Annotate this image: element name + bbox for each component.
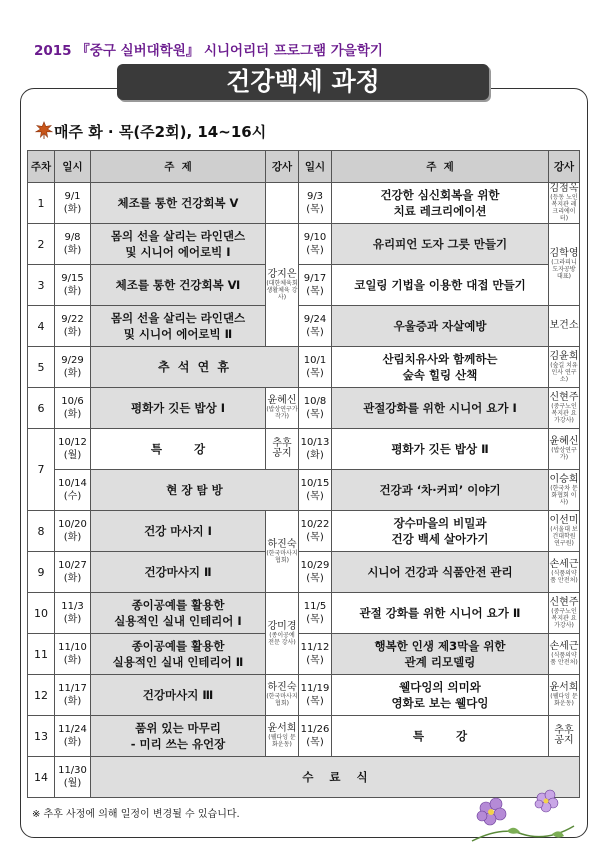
thu-subject: 건강한 심신회복을 위한 치료 레크리에이션 bbox=[332, 183, 549, 224]
col-subject: 주 제 bbox=[91, 151, 266, 183]
thu-date: 9/17 (목) bbox=[299, 265, 332, 306]
autumn-leaf-icon bbox=[35, 121, 53, 139]
tue-date: 11/3 (화) bbox=[55, 593, 91, 634]
tue-lecturer: 윤서희 (웰다잉 문화운동) bbox=[266, 716, 299, 757]
thu-subject: 시니어 건강과 식품안전 관리 bbox=[332, 552, 549, 593]
thu-subject: 산림치유사와 함께하는 숲속 힐링 산책 bbox=[332, 347, 549, 388]
mon-subject: 특 강 bbox=[91, 429, 266, 470]
tue-date: 9/15 (화) bbox=[55, 265, 91, 306]
thu-date: 11/5 (목) bbox=[299, 593, 332, 634]
col-subject-2: 주 제 bbox=[332, 151, 549, 183]
week-number: 3 bbox=[28, 265, 55, 306]
program-header bbox=[34, 39, 383, 59]
table-row bbox=[28, 429, 580, 470]
tue-subject: 체조를 통한 건강회복 Ⅵ bbox=[91, 265, 266, 306]
thu-lecturer: 김학영 (그라피니 도자공방 대표) bbox=[549, 224, 580, 306]
week-number: 10 bbox=[28, 593, 55, 634]
col-lecturer-2: 강사 bbox=[549, 151, 580, 183]
tue-lecturer: 하진숙 (한국마사지 협회) bbox=[266, 675, 299, 716]
thu-date: 9/3 (목) bbox=[299, 183, 332, 224]
course-title: 건강백세 과정 bbox=[117, 64, 489, 100]
mon-date: 11/30 (월) bbox=[55, 757, 91, 798]
thu-lecturer: 신현주 (중구노인복지관 요가강사) bbox=[549, 388, 580, 429]
tue-subject-2: 평화가 깃든 밥상 Ⅱ bbox=[332, 429, 549, 470]
table-row bbox=[28, 716, 580, 757]
thu-subject: 장수마을의 비밀과 건강 백세 살아가기 bbox=[332, 511, 549, 552]
tue-subject: 건강 마사지 Ⅰ bbox=[91, 511, 266, 552]
thu-lecturer: 이선미 (서울대 보건대학원 연구원) bbox=[549, 511, 580, 552]
program-year: 2015 bbox=[34, 43, 72, 59]
tue-date: 9/29 (화) bbox=[55, 347, 91, 388]
tue-subject: 평화가 깃든 밥상 Ⅰ bbox=[91, 388, 266, 429]
tue-subject: 건강마사지 Ⅱ bbox=[91, 552, 266, 593]
thu-subject: 특 강 bbox=[332, 716, 549, 757]
week-number: 7 bbox=[28, 429, 55, 511]
tue-date: 10/27 (화) bbox=[55, 552, 91, 593]
thu-date: 10/29 (목) bbox=[299, 552, 332, 593]
tue-subject: 체조를 통한 건강회복 Ⅴ bbox=[91, 183, 266, 224]
thu-lecturer: 김윤희 (숲길 치유 인사 연구소) bbox=[549, 347, 580, 388]
thu-date: 9/24 (목) bbox=[299, 306, 332, 347]
thu-date: 11/26 (목) bbox=[299, 716, 332, 757]
thu-date: 10/15 (목) bbox=[299, 470, 332, 511]
table-row bbox=[28, 593, 580, 634]
thu-subject: 건강과 ‘차·커피’ 이야기 bbox=[332, 470, 549, 511]
week-number: 11 bbox=[28, 634, 55, 675]
tue-subject: 건강마사지 Ⅲ bbox=[91, 675, 266, 716]
tue-date-2: 10/13 (화) bbox=[299, 429, 332, 470]
table-row bbox=[28, 511, 580, 552]
table-row bbox=[28, 675, 580, 716]
week-number: 9 bbox=[28, 552, 55, 593]
thu-date: 10/1 (목) bbox=[299, 347, 332, 388]
thu-date: 11/19 (목) bbox=[299, 675, 332, 716]
tue-lecturer: 하진숙 (한국마사지 협회) bbox=[266, 511, 299, 593]
schedule-info: 매주 화 · 목(주2회), 14~16시 bbox=[54, 123, 267, 141]
week-number: 8 bbox=[28, 511, 55, 552]
thu-lecturer: 신현주 (중구노인복지관 요가강사) bbox=[549, 593, 580, 634]
flower-decoration-icon bbox=[462, 786, 580, 846]
tue-subject: 추 석 연 휴 bbox=[91, 347, 299, 388]
tue-date: 11/17 (화) bbox=[55, 675, 91, 716]
wed-subject: 현 장 탐 방 bbox=[91, 470, 299, 511]
week-number: 13 bbox=[28, 716, 55, 757]
table-row bbox=[28, 388, 580, 429]
mon-date: 10/12 (월) bbox=[55, 429, 91, 470]
week-number: 14 bbox=[28, 757, 55, 798]
tue-date: 9/1 (화) bbox=[55, 183, 91, 224]
schedule-table bbox=[27, 150, 580, 798]
table-row bbox=[28, 347, 580, 388]
tue-subject: 몸의 선을 살리는 라인댄스 및 시니어 에어로빅 Ⅰ bbox=[91, 224, 266, 265]
col-lecturer: 강사 bbox=[266, 151, 299, 183]
tue-lecturer: 강지은 (대한체육회 생활체육 강사) bbox=[266, 224, 299, 347]
thu-subject: 웰다잉의 의미와 영화로 보는 웰다잉 bbox=[332, 675, 549, 716]
week-number: 4 bbox=[28, 306, 55, 347]
thu-subject: 코일링 기법을 이용한 대접 만들기 bbox=[332, 265, 549, 306]
tue-date: 10/6 (화) bbox=[55, 388, 91, 429]
tue-lecturer-2: 윤혜신 (밥상연구가) bbox=[549, 429, 580, 470]
thu-lecturer: 추후 공지 bbox=[549, 716, 580, 757]
thu-subject: 관절강화를 위한 시니어 요가 Ⅰ bbox=[332, 388, 549, 429]
table-row bbox=[28, 634, 580, 675]
table-row bbox=[28, 470, 580, 511]
table-header-row bbox=[28, 151, 580, 183]
week-number: 6 bbox=[28, 388, 55, 429]
tue-lecturer bbox=[266, 183, 299, 224]
program-name: 『중구 실버대학원』 시니어리더 프로그램 가을학기 bbox=[76, 43, 383, 59]
col-date: 일시 bbox=[55, 151, 91, 183]
table-row bbox=[28, 306, 580, 347]
tue-date: 10/20 (화) bbox=[55, 511, 91, 552]
tue-lecturer: 강미경 (종이공예 전문 강사) bbox=[266, 593, 299, 675]
thu-date: 9/10 (목) bbox=[299, 224, 332, 265]
thu-lecturer: 손세근 (식품의약품 안전처) bbox=[549, 634, 580, 675]
thu-lecturer: 김점옥 (등동 노인복지관 레크리에이터) bbox=[549, 183, 579, 222]
tue-subject: 종이공예를 활용한 실용적인 실내 인테리어 Ⅱ bbox=[91, 634, 266, 675]
thu-subject: 행복한 인생 제3막을 위한 관계 리모델링 bbox=[332, 634, 549, 675]
week-number: 2 bbox=[28, 224, 55, 265]
tue-lecturer: 윤혜신 (밥상연구가 작가) bbox=[266, 388, 299, 429]
table-row bbox=[28, 224, 580, 265]
thu-date: 10/8 (목) bbox=[299, 388, 332, 429]
week-number: 1 bbox=[28, 183, 55, 224]
col-week: 주차 bbox=[28, 151, 55, 183]
tue-date: 11/24 (화) bbox=[55, 716, 91, 757]
col-date-2: 일시 bbox=[299, 151, 332, 183]
graduation-ceremony: 수 료 식 bbox=[91, 757, 580, 798]
tue-date: 9/22 (화) bbox=[55, 306, 91, 347]
tue-subject: 몸의 선을 살리는 라인댄스 및 시니어 에어로빅 Ⅱ bbox=[91, 306, 266, 347]
week-number: 12 bbox=[28, 675, 55, 716]
footnote: ※ 추후 사정에 의해 일정이 변경될 수 있습니다. bbox=[32, 809, 240, 820]
mon-lecturer: 추후 공지 bbox=[266, 429, 299, 470]
thu-date: 10/22 (목) bbox=[299, 511, 332, 552]
thu-date: 11/12 (목) bbox=[299, 634, 332, 675]
tue-date: 11/10 (화) bbox=[55, 634, 91, 675]
tue-subject: 종이공예를 활용한 실용적인 실내 인테리어 Ⅰ bbox=[91, 593, 266, 634]
thu-lecturer: 손세근 (식품의약품 안전처) bbox=[549, 552, 580, 593]
table-row bbox=[28, 552, 580, 593]
thu-lecturer: 보건소 bbox=[549, 306, 580, 347]
table-row bbox=[28, 265, 580, 306]
table-row bbox=[28, 183, 580, 224]
tue-subject: 품위 있는 마무리 - 미리 쓰는 유언장 bbox=[91, 716, 266, 757]
thu-subject: 유리피언 도자 그릇 만들기 bbox=[332, 224, 549, 265]
thu-lecturer: 윤서희 (웰다잉 문화운동) bbox=[549, 675, 580, 716]
thu-subject: 우울증과 자살예방 bbox=[332, 306, 549, 347]
wed-date: 10/14 (수) bbox=[55, 470, 91, 511]
tue-date: 9/8 (화) bbox=[55, 224, 91, 265]
week-number: 5 bbox=[28, 347, 55, 388]
thu-lecturer: 이승희 (한국차 문화협회 이사) bbox=[549, 470, 580, 511]
thu-subject: 관절 강화를 위한 시니어 요가 Ⅱ bbox=[332, 593, 549, 634]
